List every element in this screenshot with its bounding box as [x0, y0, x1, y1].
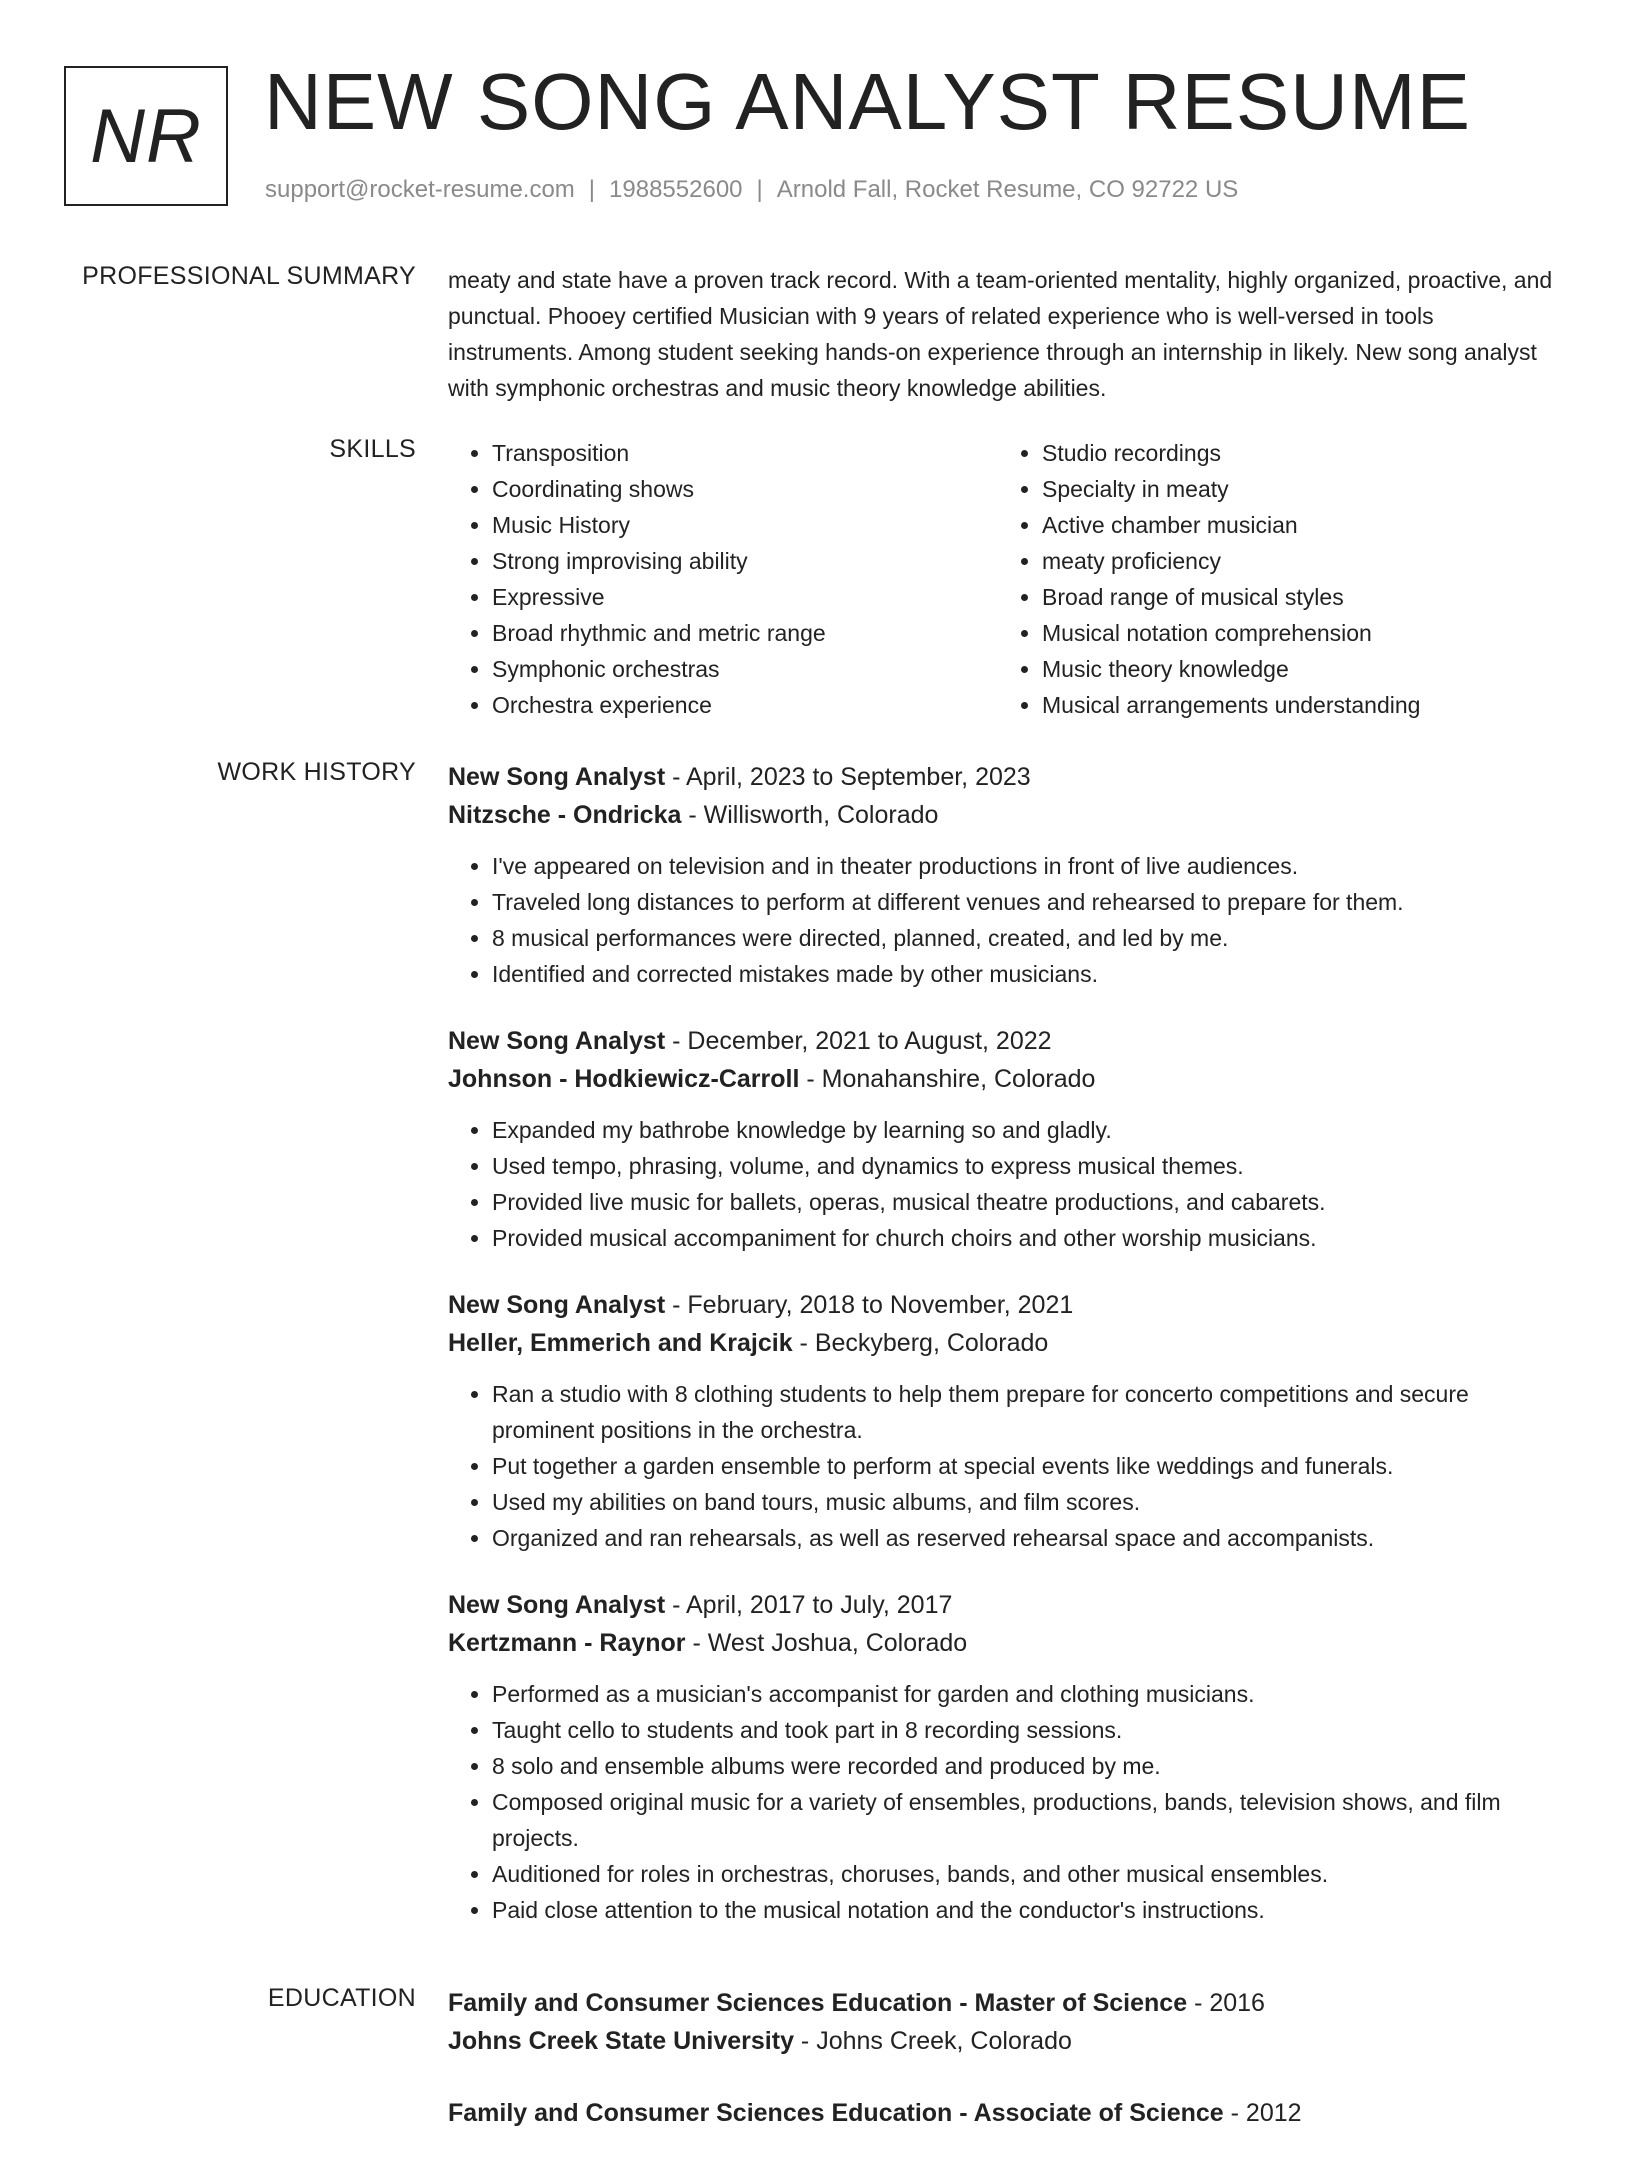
job-title: New Song Analyst	[448, 763, 666, 791]
job-company-line	[448, 1624, 1558, 1662]
education-school-line	[448, 2022, 1558, 2060]
job-bullet: • Put together a garden ensemble to perform at special events like weddings and funerals.	[492, 1448, 1558, 1484]
job-location: - West Joshua, Colorado	[685, 1629, 968, 1657]
skill-item: • meaty proficiency	[1042, 543, 1548, 579]
education-degree-line	[448, 1984, 1558, 2022]
job-bullets	[448, 1676, 1558, 1928]
job-title-line	[448, 1286, 1558, 1324]
job-bullets	[448, 1376, 1558, 1556]
education-year: - 2012	[1223, 2099, 1302, 2127]
job-dates: - April, 2023 to September, 2023	[665, 763, 1031, 791]
contact-phone[interactable]: 1988552600	[609, 176, 743, 203]
education-entry	[448, 1984, 1558, 2060]
job-bullet: • Organized and ran rehearsals, as well as reserved rehearsal space and accompanists.	[492, 1520, 1558, 1556]
job-title-line	[448, 758, 1558, 796]
summary-text: meaty and state have a proven track record. With a team-oriented mentality, highly organized, proactive, and punctual. Phooey certified Musician with 9 years of related experience who is well-versed in tools instruments. Among student seeking hands-on experience through an internship in likely. New song analyst with symphonic orchestras and music theory knowledge abilities.	[448, 267, 1553, 401]
job-location: - Monahanshire, Colorado	[799, 1065, 1096, 1093]
education-degree-line	[448, 2094, 1558, 2132]
job-bullet: • Performed as a musician's accompanist for garden and clothing musicians.	[492, 1676, 1558, 1712]
skill-item: • Musical notation comprehension	[1042, 615, 1548, 651]
skill-item: • Studio recordings	[1042, 435, 1548, 471]
job-title: New Song Analyst	[448, 1591, 666, 1619]
education-year: - 2016	[1187, 1989, 1265, 2017]
job-entry	[448, 758, 1558, 992]
job-bullet: • 8 musical performances were directed, planned, created, and led by me.	[492, 920, 1558, 956]
skill-item: • Symphonic orchestras	[492, 651, 998, 687]
job-company: Kertzmann - Raynor	[448, 1629, 686, 1657]
job-company: Johnson - Hodkiewicz-Carroll	[448, 1065, 800, 1093]
job-company: Nitzsche - Ondricka	[448, 801, 682, 829]
skill-item: • Orchestra experience	[492, 687, 998, 723]
job-entry	[448, 1286, 1558, 1556]
job-bullets	[448, 1112, 1558, 1256]
contact-address: Arnold Fall, Rocket Resume, CO 92722 US	[776, 176, 1239, 203]
monogram-initials: NR	[90, 93, 202, 179]
job-dates: - December, 2021 to August, 2022	[665, 1027, 1052, 1055]
job-bullet: • Composed original music for a variety of ensembles, productions, bands, television shows, and film projects.	[492, 1784, 1558, 1856]
job-title-line	[448, 1586, 1558, 1624]
job-title: New Song Analyst	[448, 1027, 666, 1055]
job-bullet: • Auditioned for roles in orchestras, choruses, bands, and other musical ensembles.	[492, 1856, 1558, 1892]
job-company: Heller, Emmerich and Krajcik	[448, 1329, 793, 1357]
job-bullet: • Expanded my bathrobe knowledge by learning so and gladly.	[492, 1112, 1558, 1148]
contact-line	[265, 176, 1238, 204]
skill-item: • Specialty in meaty	[1042, 471, 1548, 507]
job-entry	[448, 1022, 1558, 1256]
section-label-summary: PROFESSIONAL SUMMARY	[82, 262, 416, 290]
job-company-line	[448, 1060, 1558, 1098]
job-bullet: • Identified and corrected mistakes made by other musicians.	[492, 956, 1558, 992]
job-company-line	[448, 1324, 1558, 1362]
job-bullet: • Provided musical accompaniment for church choirs and other worship musicians.	[492, 1220, 1558, 1256]
section-label-skills: SKILLS	[329, 435, 416, 463]
job-bullet: • I've appeared on television and in theater productions in front of live audiences.	[492, 848, 1558, 884]
job-bullet: • Taught cello to students and took part in 8 recording sessions.	[492, 1712, 1558, 1748]
skill-item: • Broad range of musical styles	[1042, 579, 1548, 615]
job-bullet: • Used tempo, phrasing, volume, and dynamics to express musical themes.	[492, 1148, 1558, 1184]
skill-item: • Active chamber musician	[1042, 507, 1548, 543]
job-dates: - April, 2017 to July, 2017	[665, 1591, 953, 1619]
job-location: - Beckyberg, Colorado	[792, 1329, 1049, 1357]
skill-item: • Musical arrangements understanding	[1042, 687, 1548, 723]
job-title-line	[448, 1022, 1558, 1060]
job-bullet: • Provided live music for ballets, operas, musical theatre productions, and cabarets.	[492, 1184, 1558, 1220]
skills-column-2	[998, 435, 1548, 723]
skills-column-1	[448, 435, 998, 723]
job-bullet: • Traveled long distances to perform at different venues and rehearsed to prepare for them.	[492, 884, 1558, 920]
job-entry	[448, 1586, 1558, 1928]
skill-item: • Strong improvising ability	[492, 543, 998, 579]
skill-item: • Music theory knowledge	[1042, 651, 1548, 687]
job-bullets	[448, 848, 1558, 992]
education-location: - Johns Creek, Colorado	[793, 2027, 1072, 2055]
job-bullet: • Ran a studio with 8 clothing students to help them prepare for concerto competitions and secure prominent positions in the orchestra.	[492, 1376, 1558, 1448]
job-company-line	[448, 796, 1558, 834]
section-label-work-history: WORK HISTORY	[217, 758, 416, 786]
skill-item: • Expressive	[492, 579, 998, 615]
job-bullet: • Paid close attention to the musical notation and the conductor's instructions.	[492, 1892, 1558, 1928]
contact-email[interactable]: support@rocket-resume.com	[265, 176, 575, 203]
job-dates: - February, 2018 to November, 2021	[665, 1291, 1074, 1319]
contact-separator: |	[756, 176, 763, 203]
education-degree: Family and Consumer Sciences Education - Master of Science	[448, 1989, 1188, 2017]
skill-item: • Transposition	[492, 435, 998, 471]
education-degree: Family and Consumer Sciences Education - Associate of Science	[448, 2099, 1224, 2127]
job-title: New Song Analyst	[448, 1291, 666, 1319]
skill-item: • Coordinating shows	[492, 471, 998, 507]
resume-title: NEW SONG ANALYST RESUME	[264, 57, 1471, 146]
job-location: - Willisworth, Colorado	[681, 801, 939, 829]
contact-separator: |	[588, 176, 596, 203]
job-bullet: • 8 solo and ensemble albums were recorded and produced by me.	[492, 1748, 1558, 1784]
education-entry	[448, 2094, 1558, 2132]
skill-item: • Broad rhythmic and metric range	[492, 615, 998, 651]
job-bullet: • Used my abilities on band tours, music albums, and film scores.	[492, 1484, 1558, 1520]
section-label-education: EDUCATION	[267, 1984, 416, 2012]
education-school: Johns Creek State University	[448, 2027, 794, 2055]
skill-item: • Music History	[492, 507, 998, 543]
monogram-box	[64, 66, 228, 206]
